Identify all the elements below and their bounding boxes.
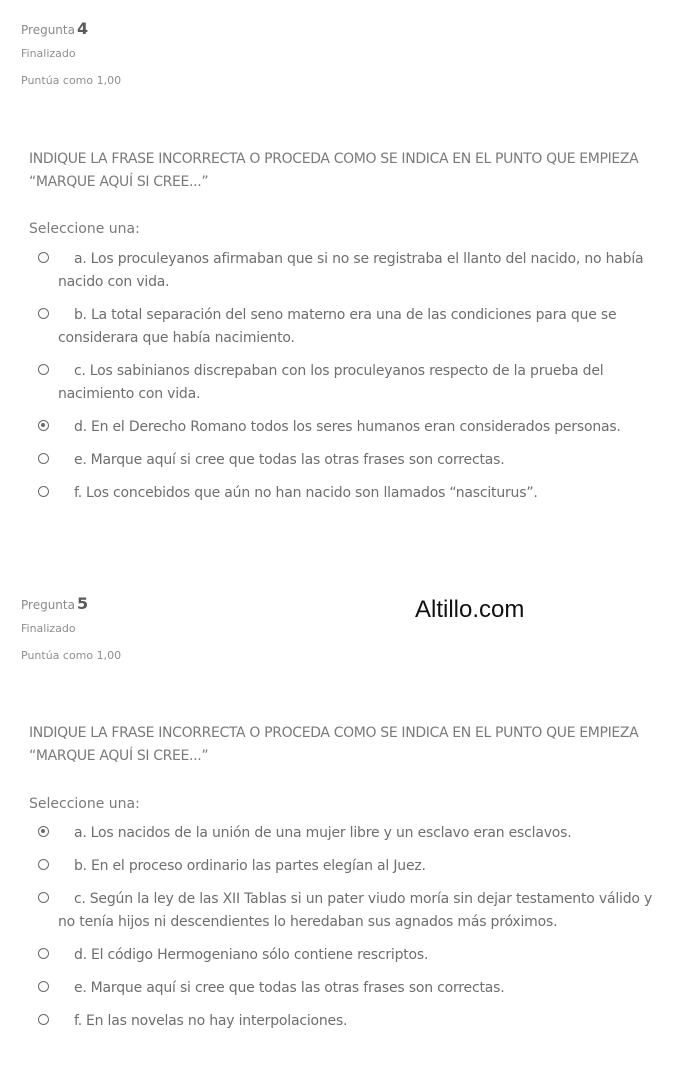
question-text: INDIQUE LA FRASE INCORRECTA O PROCEDA COMO SE INDICA EN EL PUNTO QUE EMPIEZA “MARQUE AQUÍ SI CREE...” [29,725,639,764]
answer-letter: a. [74,251,87,267]
answer-option[interactable] [36,855,656,878]
select-prompt: Seleccione una: [29,221,140,237]
answer-option[interactable] [36,360,656,406]
question-label: Pregunta [21,23,75,37]
radio-button-selected[interactable] [38,826,49,837]
question-state: Finalizado [21,47,76,60]
radio-button[interactable] [38,892,49,903]
radio-button[interactable] [38,859,49,870]
radio-button[interactable] [38,981,49,992]
answer-text: Marque aquí si cree que todas las otras frases son correctas. [90,980,505,996]
answer-letter: b. [74,307,87,323]
radio-button[interactable] [38,453,49,464]
radio-button[interactable] [38,252,49,263]
question-grade: Puntúa como 1,00 [21,74,122,87]
select-prompt: Seleccione una: [29,796,140,812]
answer-text: Marque aquí si cree que todas las otras frases son correctas. [90,452,505,468]
answer-letter: f. [74,485,82,501]
question-number-line [21,595,221,614]
answer-list [36,248,656,515]
answer-letter: b. [74,858,87,874]
answer-option[interactable] [36,1010,656,1033]
question-info [21,595,221,663]
radio-button[interactable] [38,1014,49,1025]
radio-button[interactable] [38,364,49,375]
question-number: 5 [76,594,89,613]
answer-letter: f. [74,1013,82,1029]
answer-text: Los nacidos de la unión de una mujer libre y un esclavo eran esclavos. [90,825,572,841]
answer-option[interactable] [36,416,656,439]
question-number-line [21,20,221,39]
answer-text: Los proculeyanos afirmaban que si no se registraba el llanto del nacido, no había nacido con vida. [58,251,644,290]
answer-option[interactable] [36,248,656,294]
radio-button[interactable] [38,308,49,319]
question-number: 4 [76,19,89,38]
answer-letter: e. [74,980,87,996]
answer-text: Los concebidos que aún no han nacido son llamados “nasciturus”. [85,485,538,501]
answer-letter: c. [74,891,86,907]
answer-option[interactable] [36,977,656,1000]
answer-text: En las novelas no hay interpolaciones. [85,1013,348,1029]
answer-letter: d. [74,947,87,963]
answer-letter: e. [74,452,87,468]
answer-text: El código Hermogeniano sólo contiene rescriptos. [90,947,429,963]
question-text: INDIQUE LA FRASE INCORRECTA O PROCEDA COMO SE INDICA EN EL PUNTO QUE EMPIEZA “MARQUE AQUÍ SI CREE...” [29,151,639,190]
question-state: Finalizado [21,622,76,635]
answer-option[interactable] [36,888,656,934]
radio-button[interactable] [38,486,49,497]
answer-text: En el proceso ordinario las partes elegían al Juez. [90,858,426,874]
answer-text: En el Derecho Romano todos los seres humanos eran considerados personas. [90,419,621,435]
answer-list [36,822,656,1043]
answer-option[interactable] [36,482,656,505]
question-info [21,20,221,88]
question-label: Pregunta [21,598,75,612]
question-grade: Puntúa como 1,00 [21,649,122,662]
answer-text: La total separación del seno materno era una de las condiciones para que se considerara que había nacimiento. [58,307,617,346]
answer-letter: c. [74,363,86,379]
radio-button-selected[interactable] [38,420,49,431]
answer-option[interactable] [36,304,656,350]
radio-button[interactable] [38,948,49,959]
answer-text: Según la ley de las XII Tablas si un pater viudo moría sin dejar testamento válido y no tenía hijos ni descendientes lo heredaban sus agnados más próximos. [58,891,653,930]
answer-letter: a. [74,825,87,841]
answer-option[interactable] [36,449,656,472]
answer-option[interactable] [36,822,656,845]
answer-option[interactable] [36,944,656,967]
answer-text: Los sabinianos discrepaban con los proculeyanos respecto de la prueba del nacimiento con vida. [58,363,604,402]
watermark: Altillo.com [415,596,525,623]
answer-letter: d. [74,419,87,435]
